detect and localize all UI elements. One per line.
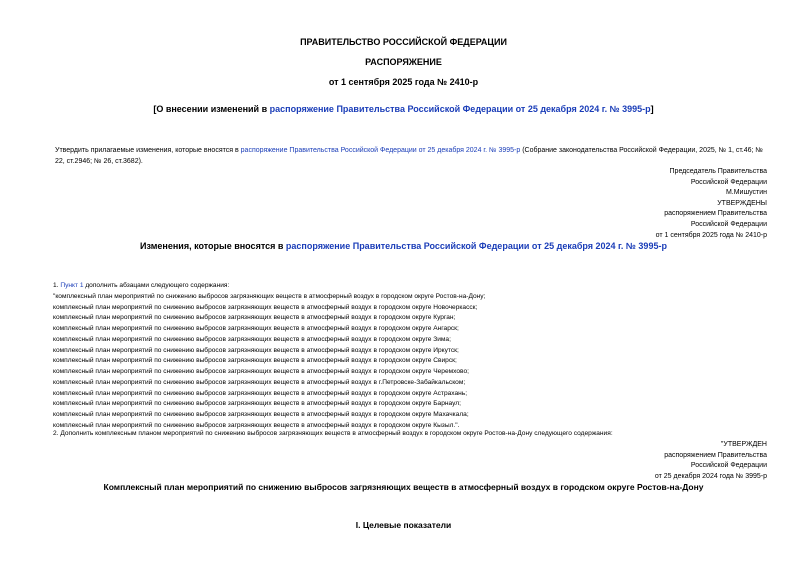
- approval-line: Российской Федерации: [690, 220, 767, 228]
- changes-title-link[interactable]: распоряжение Правительства Российской Федерации от 25 декабря 2024 г. № 3995-р: [285, 241, 667, 251]
- item-1-link[interactable]: Пункт 1: [60, 282, 84, 289]
- signature-line: Российской Федерации: [690, 178, 767, 186]
- approval-line: от 25 декабря 2024 года № 3995-р: [654, 472, 767, 480]
- list-item: комплексный план мероприятий по снижению выбросов загрязняющих веществ в атмосферный воздух в городском округе Махачкала;: [53, 411, 469, 418]
- list-item: "комплексный план мероприятий по снижению выбросов загрязняющих веществ в атмосферный воздух в городском округе Ростов-на-Дону;: [53, 292, 486, 300]
- intro-suffix: (Собрание законодательства Российской Федерации, 2025, № 1, ст.46; № 22, ст.2946; № 26, ст.3682).: [55, 147, 763, 165]
- list-item: комплексный план мероприятий по снижению выбросов загрязняющих веществ в атмосферный воздух в городском округе Иркутск;: [53, 346, 459, 354]
- approval-line: "УТВЕРЖДЕН: [720, 441, 767, 448]
- item-2: 2. Дополнить комплексным планом мероприятий по снижению выбросов загрязняющих веществ в атмосферный воздух в городском округе Ростов-на-Дону следующего содержания:: [53, 430, 613, 437]
- approval-line: Российской Федерации: [690, 462, 767, 470]
- list-item: комплексный план мероприятий по снижению выбросов загрязняющих веществ в атмосферный воздух в городском округе Новочеркасск;: [53, 303, 478, 311]
- list-item: комплексный план мероприятий по снижению выбросов загрязняющих веществ в атмосферный воздух в городском округе Курган;: [53, 314, 456, 322]
- signature-line: Председатель Правительства: [669, 168, 767, 175]
- title-link[interactable]: распоряжение Правительства Российской Федерации от 25 декабря 2024 г. № 3995-р: [269, 104, 651, 114]
- document-title: [0, 104, 807, 114]
- amendments-list: [53, 281, 485, 432]
- list-item: комплексный план мероприятий по снижению выбросов загрязняющих веществ в атмосферный воздух в городском округе Зима;: [53, 335, 451, 343]
- list-item: комплексный план мероприятий по снижению выбросов загрязняющих веществ в атмосферный воздух в городском округе Черемхово;: [53, 368, 469, 375]
- plan-title: Комплексный план мероприятий по снижению выбросов загрязняющих веществ в атмосферный воздух в городском округе Ростов-на-Дону: [103, 482, 704, 492]
- intro-prefix: Утвердить прилагаемые изменения, которые вносятся в: [55, 147, 241, 154]
- document-date-number: от 1 сентября 2025 года № 2410-р: [328, 77, 479, 87]
- list-item: комплексный план мероприятий по снижению выбросов загрязняющих веществ в атмосферный воздух в городском округе Свирск;: [53, 357, 457, 365]
- changes-title: [0, 241, 807, 251]
- title-prefix: [О внесении изменений в: [153, 104, 270, 114]
- approval-line: УТВЕРЖДЕНЫ: [717, 199, 767, 207]
- signature-line: М.Мишустин: [725, 189, 767, 197]
- title-suffix: ]: [650, 104, 654, 114]
- intro-paragraph: [55, 145, 770, 167]
- approval-line: распоряжением Правительства: [664, 210, 767, 218]
- item-1-text: дополнить абзацами следующего содержания:: [83, 282, 230, 289]
- approval-line: распоряжением Правительства: [664, 451, 767, 459]
- list-item: комплексный план мероприятий по снижению выбросов загрязняющих веществ в атмосферный воздух в городском округе Барнаул;: [53, 400, 461, 408]
- signature-block: [656, 167, 767, 241]
- approval-line: от 1 сентября 2025 года № 2410-р: [655, 231, 767, 239]
- changes-title-prefix: Изменения, которые вносятся в: [140, 241, 286, 251]
- list-item: комплексный план мероприятий по снижению выбросов загрязняющих веществ в атмосферный воздух в городском округе Кызыл.".: [53, 421, 460, 429]
- item-1: [53, 281, 485, 292]
- list-item: комплексный план мероприятий по снижению выбросов загрязняющих веществ в атмосферный воздух в г.Петровске-Забайкальском;: [53, 378, 466, 386]
- list-item: комплексный план мероприятий по снижению выбросов загрязняющих веществ в атмосферный воздух в городском округе Астрахань;: [53, 389, 468, 397]
- government-heading: ПРАВИТЕЛЬСТВО РОССИЙСКОЙ ФЕДЕРАЦИИ: [300, 37, 507, 47]
- list-item: комплексный план мероприятий по снижению выбросов загрязняющих веществ в атмосферный воздух в городском округе Ангарск;: [53, 325, 459, 332]
- intro-link[interactable]: распоряжение Правительства Российской Федерации от 25 декабря 2024 г. № 3995-р: [240, 147, 521, 154]
- section-heading: I. Целевые показатели: [355, 520, 452, 530]
- document-type: РАСПОРЯЖЕНИЕ: [365, 57, 442, 67]
- approval-block-2: [655, 440, 767, 482]
- item-1-num: 1.: [53, 282, 61, 289]
